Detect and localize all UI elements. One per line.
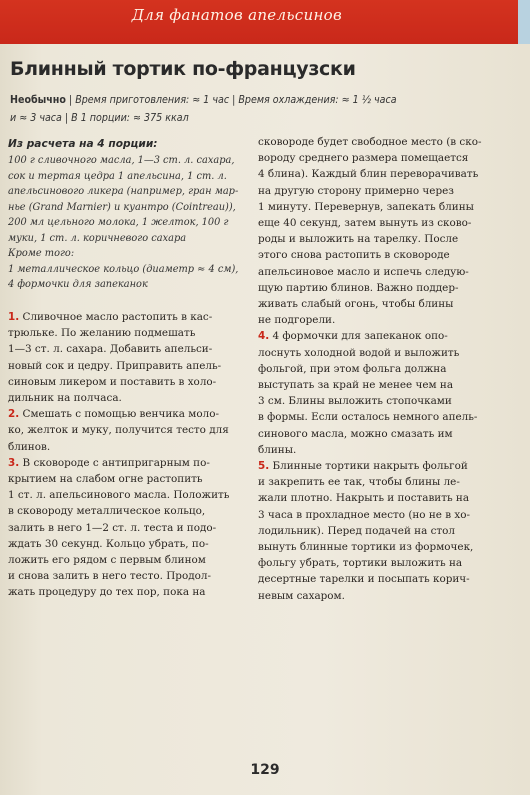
step-text: жали плотно. Накрыть и поставить на: [258, 492, 470, 505]
step-text: апельсиновое масло и испечь следую-: [258, 265, 469, 278]
step-text: В сковороде с антипригарным по-: [22, 456, 210, 469]
step-text: выступать за край не менее чем на: [258, 379, 454, 392]
step-text: Смешать с помощью венчика моло-: [22, 408, 219, 421]
meta-separator: |: [61, 112, 72, 124]
step-text: роды и выложить на тарелку. После: [258, 233, 459, 246]
step-text: живать слабый огонь, чтобы блины: [258, 298, 454, 311]
step-text: в сковороду металлическое кольцо,: [8, 505, 206, 518]
step-text: вороду среднего размера помещается: [258, 152, 469, 165]
step-3: [8, 455, 253, 601]
step-text: 4 блина). Каждый блин переворачивать: [258, 168, 479, 181]
step-number: 3.: [8, 456, 20, 469]
meta-separator: |: [229, 94, 239, 106]
step-text: ждать 30 секунд. Кольцо убрать, по-: [8, 537, 209, 550]
step-text: ложить его рядом с первым блином: [8, 554, 206, 567]
step-text: синового масла, можно смазать им: [258, 427, 453, 440]
step-text: жать процедуру до тех пор, пока на: [8, 586, 206, 599]
calories: В 1 порции: ≈ 375 ккал: [71, 112, 189, 124]
step-text: Блинные тортики накрыть фольгой: [272, 460, 468, 473]
step-text: этого снова растопить в сковороде: [258, 249, 450, 262]
page-number: 129: [250, 762, 280, 778]
ingredients-list: [8, 153, 248, 293]
step-text: лодильник). Перед подачей на стол: [258, 524, 456, 537]
step-text: крытием на слабом огне растопить: [8, 473, 203, 486]
step-text: залить в него 1—2 ст. л. теста и подо-: [8, 521, 217, 534]
also-line: 4 формочки для запеканок: [8, 279, 148, 290]
section-banner: [0, 0, 530, 44]
step-text: трюльке. По желанию подмешать: [8, 327, 196, 340]
prep-time: Время приготовления: ≈ 1 час: [75, 94, 230, 106]
cooling-time: Время охлаждения: ≈ 1 ½ часа: [238, 94, 397, 106]
recipe-meta: [10, 91, 430, 127]
step-text: щую партию блинов. Важно поддер-: [258, 281, 459, 294]
ingredient-line: 100 г сливочного масла, 1—3 ст. л. сахара,: [8, 155, 235, 166]
section-title: Для фанатов апельсинов: [131, 6, 342, 24]
step-text: еще 40 секунд, затем вынуть из сково-: [258, 217, 472, 230]
step-number: 1.: [8, 311, 20, 323]
difficulty-label: Необычно: [10, 94, 66, 106]
page-edge-tab: [518, 0, 530, 44]
steps-left-column: [8, 309, 253, 601]
step-text: и снова залить в него тесто. Продол-: [8, 570, 211, 583]
step-text: и закрепить ее так, чтобы блины ле-: [258, 476, 460, 489]
step-number: 2.: [8, 408, 20, 421]
step-text: 1—3 ст. л. сахара. Добавить апельси-: [8, 343, 213, 356]
step-text: лоснуть холодной водой и выложить: [258, 346, 460, 359]
also-line: 1 металлическое кольцо (диаметр ≈ 4 см),: [8, 263, 239, 275]
ingredients-heading: Из расчета на 4 порции:: [8, 138, 158, 150]
step-3-continued: [258, 134, 480, 328]
step-5: [258, 458, 480, 604]
step-text: не подгорели.: [258, 314, 336, 327]
step-text: фольгой, при этом фольга должна: [258, 362, 447, 375]
step-text: сковороде будет свободное место (в ско-: [258, 136, 482, 148]
ingredient-line: апельсинового ликера (например, гран мар-: [8, 186, 239, 197]
step-text: вынуть блинные тортики из формочек,: [258, 541, 474, 554]
step-text: 3 см. Блины выложить стопочками: [258, 395, 452, 408]
also-heading: Кроме того:: [8, 248, 75, 259]
step-text: невым сахаром.: [258, 589, 345, 602]
step-text: блины.: [258, 443, 297, 456]
step-1: [8, 309, 253, 406]
step-text: десертные тарелки и посыпать корич-: [258, 573, 470, 586]
meta-separator: |: [65, 94, 76, 106]
step-number: 4.: [258, 330, 270, 343]
step-text: Сливочное масло растопить в кас-: [22, 311, 213, 323]
step-4: [258, 328, 480, 458]
right-column: [258, 134, 480, 604]
step-text: 3 часа в прохладное место (но не в хо-: [258, 508, 471, 521]
step-text: на другую сторону примерно через: [258, 184, 454, 197]
step-text: 4 формочки для запеканок опо-: [272, 330, 448, 343]
step-2: [8, 406, 253, 455]
step-text: фольгу убрать, тортики выложить на: [258, 557, 463, 570]
step-text: 1 ст. л. апельсинового масла. Положить: [8, 489, 230, 502]
step-text: новый сок и цедру. Приправить апель-: [8, 359, 222, 372]
step-text: в формы. Если осталось немного апель-: [258, 411, 478, 424]
ingredient-line: муки, 1 ст. л. коричневого сахара: [8, 232, 187, 244]
step-text: блинов.: [8, 440, 51, 453]
step-text: синовым ликером и поставить в холо-: [8, 375, 217, 388]
step-text: дильник на полчаса.: [8, 392, 122, 405]
step-number: 5.: [258, 460, 270, 473]
cooling-time-extra: и ≈ 3 часа: [10, 112, 62, 124]
ingredient-line: нье (Grand Marnier) и куантро (Cointreau)),: [8, 201, 236, 213]
recipe-title: Блинный тортик по-французски: [10, 58, 356, 80]
left-column: [8, 136, 248, 293]
ingredient-line: сок и тертая цедра 1 апельсина, 1 ст. л.: [8, 170, 227, 182]
ingredient-line: 200 мл цельного молока, 1 желток, 100 г: [8, 217, 229, 228]
step-text: ко, желток и муку, получится тесто для: [8, 424, 229, 437]
step-text: 1 минуту. Перевернув, запекать блины: [258, 200, 474, 213]
